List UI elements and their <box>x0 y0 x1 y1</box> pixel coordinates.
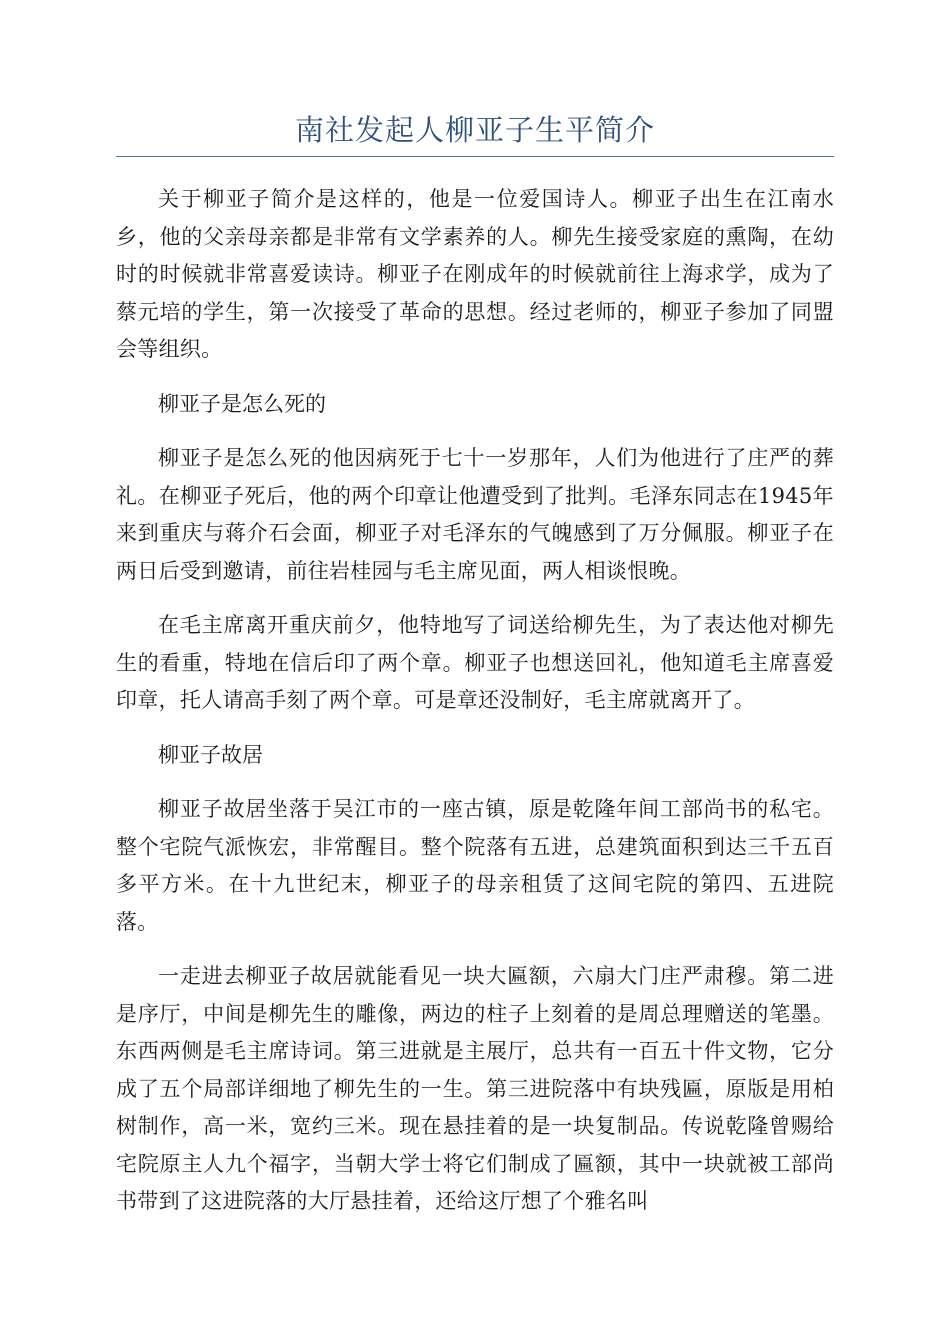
residence-detail-paragraph: 一走进去柳亚子故居就能看见一块大匾额，六扇大门庄严肃穆。第二进是序厅，中间是柳先生的雕像，两边的柱子上刻着的是周总理赠送的笔墨。东西两侧是毛主席诗词。第三进就是主展厅，总共有一百五十件文物，它分成了五个局部详细地了柳先生的一生。第三进院落中有块残匾，原版是用柏树制作，高一米，宽约三米。现在悬挂着的是一块复制品。传说乾隆曾赐给宅院原主人九个福字，当朝大学士将它们制成了匾额，其中一块就被工部尚书带到了这进院落的大厅悬挂着，还给这厅想了个雅名叫 <box>116 964 834 1213</box>
document-title: 南社发起人柳亚子生平简介 <box>294 113 655 147</box>
section-heading-residence: 柳亚子故居 <box>158 742 263 767</box>
section-heading-death: 柳亚子是怎么死的 <box>158 391 326 416</box>
intro-paragraph: 关于柳亚子简介是这样的，他是一位爱国诗人。柳亚子出生在江南水乡，他的父亲母亲都是非常有文学素养的人。柳先生接受家庭的熏陶，在幼时的时候就非常喜爱读诗。柳亚子在刚成年的时候就前往上海求学，成为了蔡元培的学生，第一次接受了革命的思想。经过老师的，柳亚子参加了同盟会等组织。 <box>116 187 834 361</box>
document-page <box>116 110 834 1238</box>
title-underline <box>116 156 834 157</box>
residence-paragraph: 柳亚子故居坐落于吴江市的一座古镇，原是乾隆年间工部尚书的私宅。整个宅院气派恢宏，非常醒目。整个院落有五进，总建筑面积到达三千五百多平方米。在十九世纪末，柳亚子的母亲租赁了这间宅院的第四、五进院落。 <box>116 797 834 934</box>
seal-paragraph: 在毛主席离开重庆前夕，他特地写了词送给柳先生，为了表达他对柳先生的看重，特地在信后印了两个章。柳亚子也想送回礼，他知道毛主席喜爱印章，托人请高手刻了两个章。可是章还没制好，毛主席就离开了。 <box>116 613 834 712</box>
death-paragraph: 柳亚子是怎么死的他因病死于七十一岁那年，人们为他进行了庄严的葬礼。在柳亚子死后，他的两个印章让他遭受到了批判。毛泽东同志在1945年来到重庆与蒋介石会面，柳亚子对毛泽东的气魄感到了万分佩服。柳亚子在两日后受到邀请，前往岩桂园与毛主席见面，两人相谈恨晚。 <box>116 446 834 583</box>
